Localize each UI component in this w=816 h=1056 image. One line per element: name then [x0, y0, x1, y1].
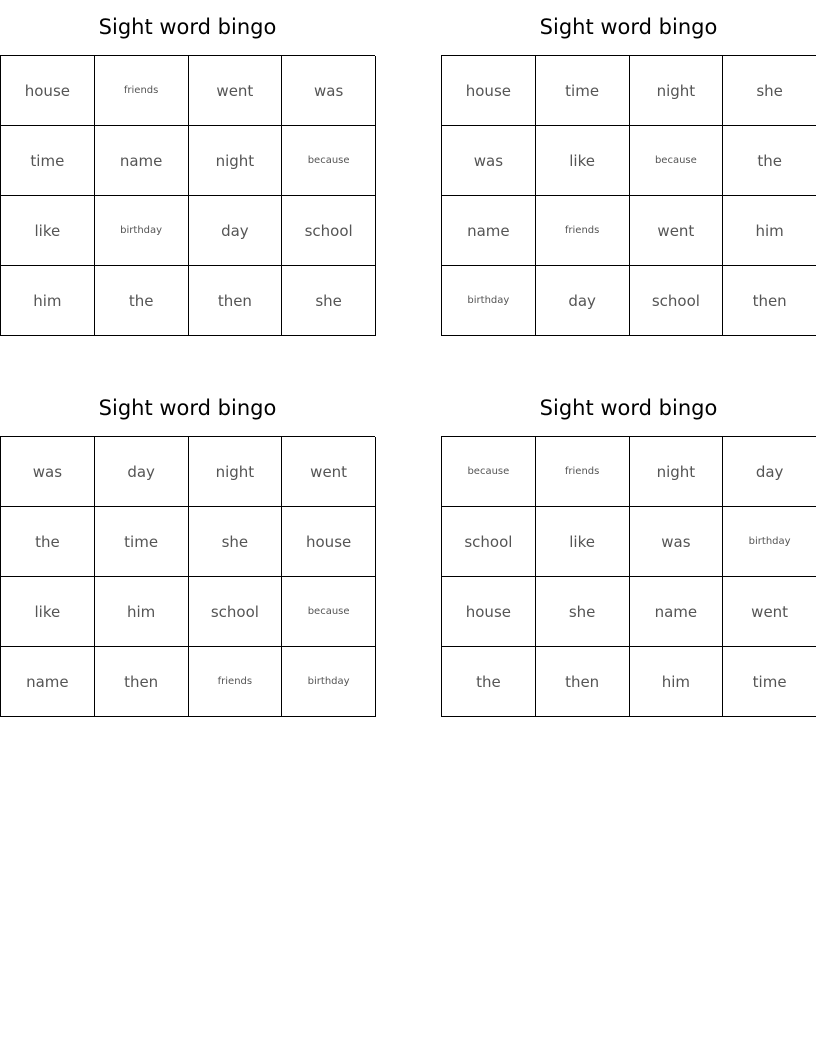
bingo-cell: house — [442, 577, 536, 647]
bingo-cell: school — [282, 196, 376, 266]
bingo-cell: like — [1, 196, 95, 266]
bingo-cell: night — [189, 126, 283, 196]
bingo-cell: night — [630, 437, 724, 507]
bingo-cell: night — [189, 437, 283, 507]
bingo-cell: like — [536, 126, 630, 196]
bingo-cell: school — [189, 577, 283, 647]
card-title: Sight word bingo — [539, 396, 718, 420]
bingo-cell: friends — [536, 437, 630, 507]
bingo-cell: was — [630, 507, 724, 577]
bingo-cell: birthday — [723, 507, 816, 577]
bingo-cell: went — [723, 577, 816, 647]
bingo-cell: then — [723, 266, 816, 336]
bingo-cell: friends — [536, 196, 630, 266]
bingo-cell: him — [630, 647, 724, 717]
bingo-cell: was — [282, 56, 376, 126]
bingo-grid — [0, 436, 375, 717]
bingo-cell: day — [536, 266, 630, 336]
bingo-cell: the — [1, 507, 95, 577]
bingo-grid — [0, 55, 375, 336]
bingo-cell: like — [1, 577, 95, 647]
bingo-cell: him — [95, 577, 189, 647]
bingo-cell: because — [630, 126, 724, 196]
bingo-cell: the — [723, 126, 816, 196]
bingo-cell: name — [630, 577, 724, 647]
card-title: Sight word bingo — [539, 15, 718, 39]
bingo-cell: time — [1, 126, 95, 196]
bingo-cell: went — [282, 437, 376, 507]
bingo-cell: him — [723, 196, 816, 266]
bingo-cell: birthday — [95, 196, 189, 266]
card-title: Sight word bingo — [98, 396, 277, 420]
bingo-cell: house — [282, 507, 376, 577]
bingo-cell: friends — [189, 647, 283, 717]
bingo-card-1 — [0, 0, 375, 336]
bingo-cell: was — [442, 126, 536, 196]
bingo-cell: she — [282, 266, 376, 336]
card-title: Sight word bingo — [98, 15, 277, 39]
bingo-cell: house — [1, 56, 95, 126]
bingo-card-4 — [441, 381, 816, 717]
bingo-cell: she — [723, 56, 816, 126]
bingo-cell: night — [630, 56, 724, 126]
bingo-cell: name — [1, 647, 95, 717]
bingo-cell: friends — [95, 56, 189, 126]
bingo-cell: then — [189, 266, 283, 336]
bingo-cell: was — [1, 437, 95, 507]
bingo-cell: day — [95, 437, 189, 507]
bingo-cell: time — [723, 647, 816, 717]
bingo-cell: school — [630, 266, 724, 336]
bingo-cell: then — [95, 647, 189, 717]
bingo-cell: the — [95, 266, 189, 336]
bingo-cell: name — [95, 126, 189, 196]
bingo-cell: birthday — [282, 647, 376, 717]
bingo-cell: because — [442, 437, 536, 507]
bingo-grid — [441, 55, 816, 336]
bingo-cell: time — [95, 507, 189, 577]
bingo-cell: she — [189, 507, 283, 577]
bingo-cell: time — [536, 56, 630, 126]
bingo-cell: the — [442, 647, 536, 717]
bingo-grid — [441, 436, 816, 717]
bingo-cell: went — [630, 196, 724, 266]
bingo-cell: school — [442, 507, 536, 577]
bingo-cell: him — [1, 266, 95, 336]
bingo-cell: then — [536, 647, 630, 717]
bingo-cell: day — [189, 196, 283, 266]
bingo-cell: she — [536, 577, 630, 647]
bingo-card-2 — [441, 0, 816, 336]
bingo-cell: house — [442, 56, 536, 126]
bingo-cell: birthday — [442, 266, 536, 336]
bingo-cell: name — [442, 196, 536, 266]
bingo-cell: like — [536, 507, 630, 577]
bingo-cell: day — [723, 437, 816, 507]
bingo-cell: went — [189, 56, 283, 126]
bingo-cell: because — [282, 126, 376, 196]
bingo-card-3 — [0, 381, 375, 717]
bingo-cell: because — [282, 577, 376, 647]
